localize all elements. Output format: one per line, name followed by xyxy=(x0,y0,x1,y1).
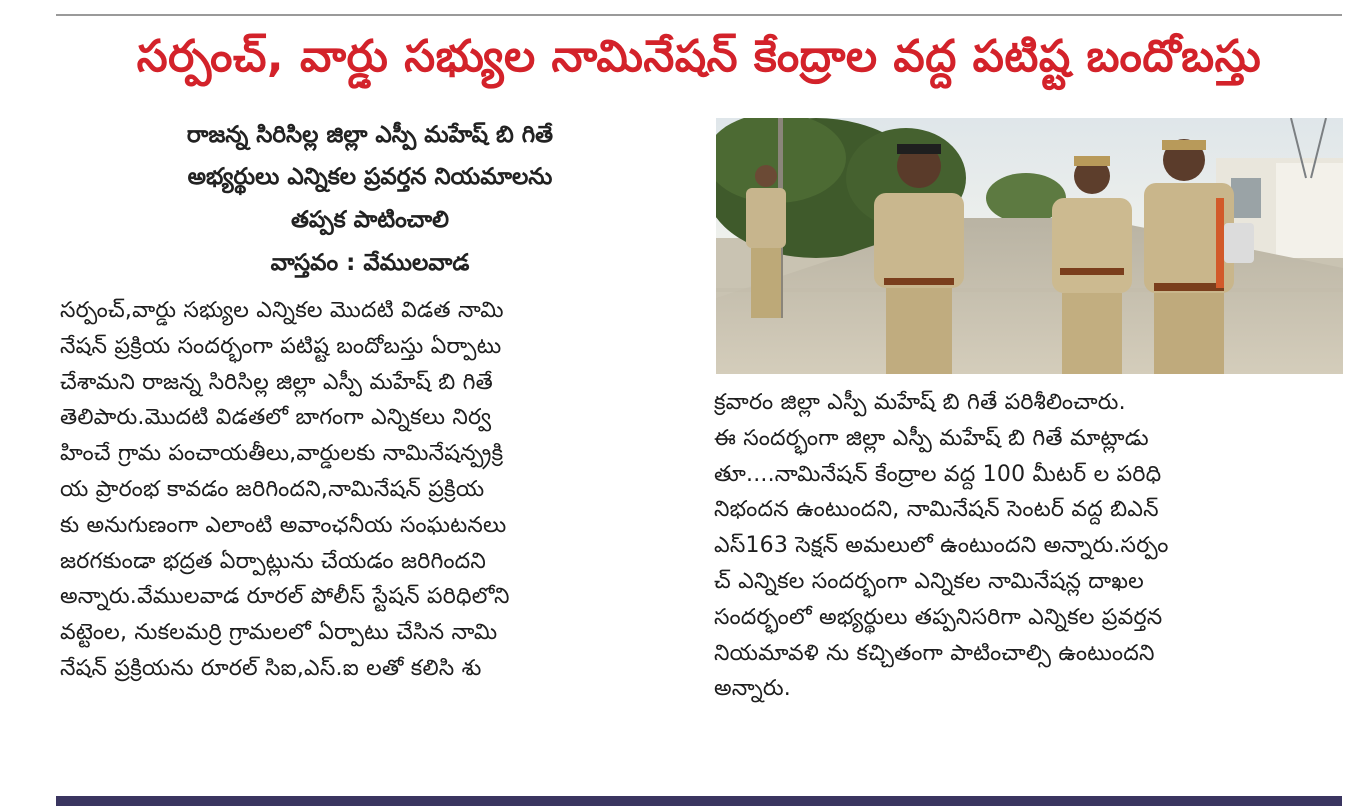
headline: సర్పంచ్, వార్డు సభ్యుల నామినేషన్ కేంద్రాల వద్ద పటిష్ట బందోబస్తు xyxy=(136,31,1262,82)
text-line: య ప్రారంభ కావడం జరిగిందని,నామినేషన్ ప్రక్రియ xyxy=(60,476,485,502)
text-line: చేశామని రాజన్న సిరిసిల్ల జిల్లా ఎస్పీ మహేష్ బి గితే xyxy=(60,369,493,395)
text-line: ఈ సందర్భంగా జిల్లా ఎస్పీ మహేష్ బి గితే మాట్లాడు xyxy=(714,425,1149,451)
article-left-column xyxy=(60,293,690,687)
text-line: నియమావళి ను కచ్చితంగా పాటించాల్సి ఉంటుందని xyxy=(714,640,1155,666)
top-rule xyxy=(56,14,1342,16)
text-line: ఎస్163 సెక్షన్ అమలులో ఉంటుందని అన్నారు.సర్పం xyxy=(714,533,1169,559)
text-line: క్రవారం జిల్లా ఎస్పీ మహేష్ బి గితే పరిశీలించారు. xyxy=(714,390,1126,415)
text-line: తూ....నామినేషన్ కేంద్రాల వద్ద 100 మీటర్ ల పరిధి xyxy=(714,461,1162,487)
text-line: వట్టెంల, నుకలమర్రి గ్రామలలో ఏర్పాటు చేసిన నామి xyxy=(60,620,498,646)
text-line: నేషన్ ప్రక్రియ సందర్భంగా పటిష్ట బందోబస్తు ఏర్పాటు xyxy=(60,333,502,359)
text-line: నేషన్ ప్రక్రియను రూరల్ సిఐ,ఎస్.ఐ లతో కలిసి శు xyxy=(60,655,482,681)
police-officers-photo xyxy=(716,118,1343,374)
subheading-1: రాజన్న సిరిసిల్ల జిల్లా ఎస్పీ మహేష్ బి గితే xyxy=(186,122,554,148)
text-line: సందర్భంలో అభ్యర్థులు తప్పనిసరిగా ఎన్నికల ప్రవర్తన xyxy=(714,604,1163,630)
text-line: జరగకుండా భద్రత ఏర్పాట్లును చేయడం జరిగిందని xyxy=(60,548,487,574)
dateline: వాస్తవం : వేములవాడ xyxy=(270,250,470,276)
text-line: అన్నారు.వేములవాడ రూరల్ పోలీస్ స్టేషన్ పరిధిలోని xyxy=(60,584,510,610)
text-line: చ్ ఎన్నికల సందర్భంగా ఎన్నికల నామినేషన్ల దాఖల xyxy=(714,568,1144,594)
text-line: నిభందన ఉంటుందని, నామినేషన్ సెంటర్ వద్ద బిఎన్ xyxy=(714,497,1159,523)
text-line: తెలిపారు.మొదటి విడతలో బాగంగా ఎన్నికలు నిర్వ xyxy=(60,405,492,431)
subheading-2: అభ్యర్థులు ఎన్నికల ప్రవర్తన నియమాలను xyxy=(187,164,553,190)
news-photo xyxy=(716,118,1343,374)
bottom-band xyxy=(56,796,1342,806)
text-line: హించే గ్రామ పంచాయతీలు,వార్డులకు నామినేషన్ప్రక్రి xyxy=(60,441,504,467)
article-right-column xyxy=(714,385,1346,707)
text-line: సర్పంచ్,వార్డు సభ్యుల ఎన్నికల మొదటి విడత నామి xyxy=(60,298,504,323)
subheading-3: తప్పక పాటించాలి xyxy=(291,207,449,233)
text-line: కు అనుగుణంగా ఎలాంటి అవాంఛనీయ సంఘటనలు xyxy=(60,512,507,538)
text-line: అన్నారు. xyxy=(714,676,791,702)
